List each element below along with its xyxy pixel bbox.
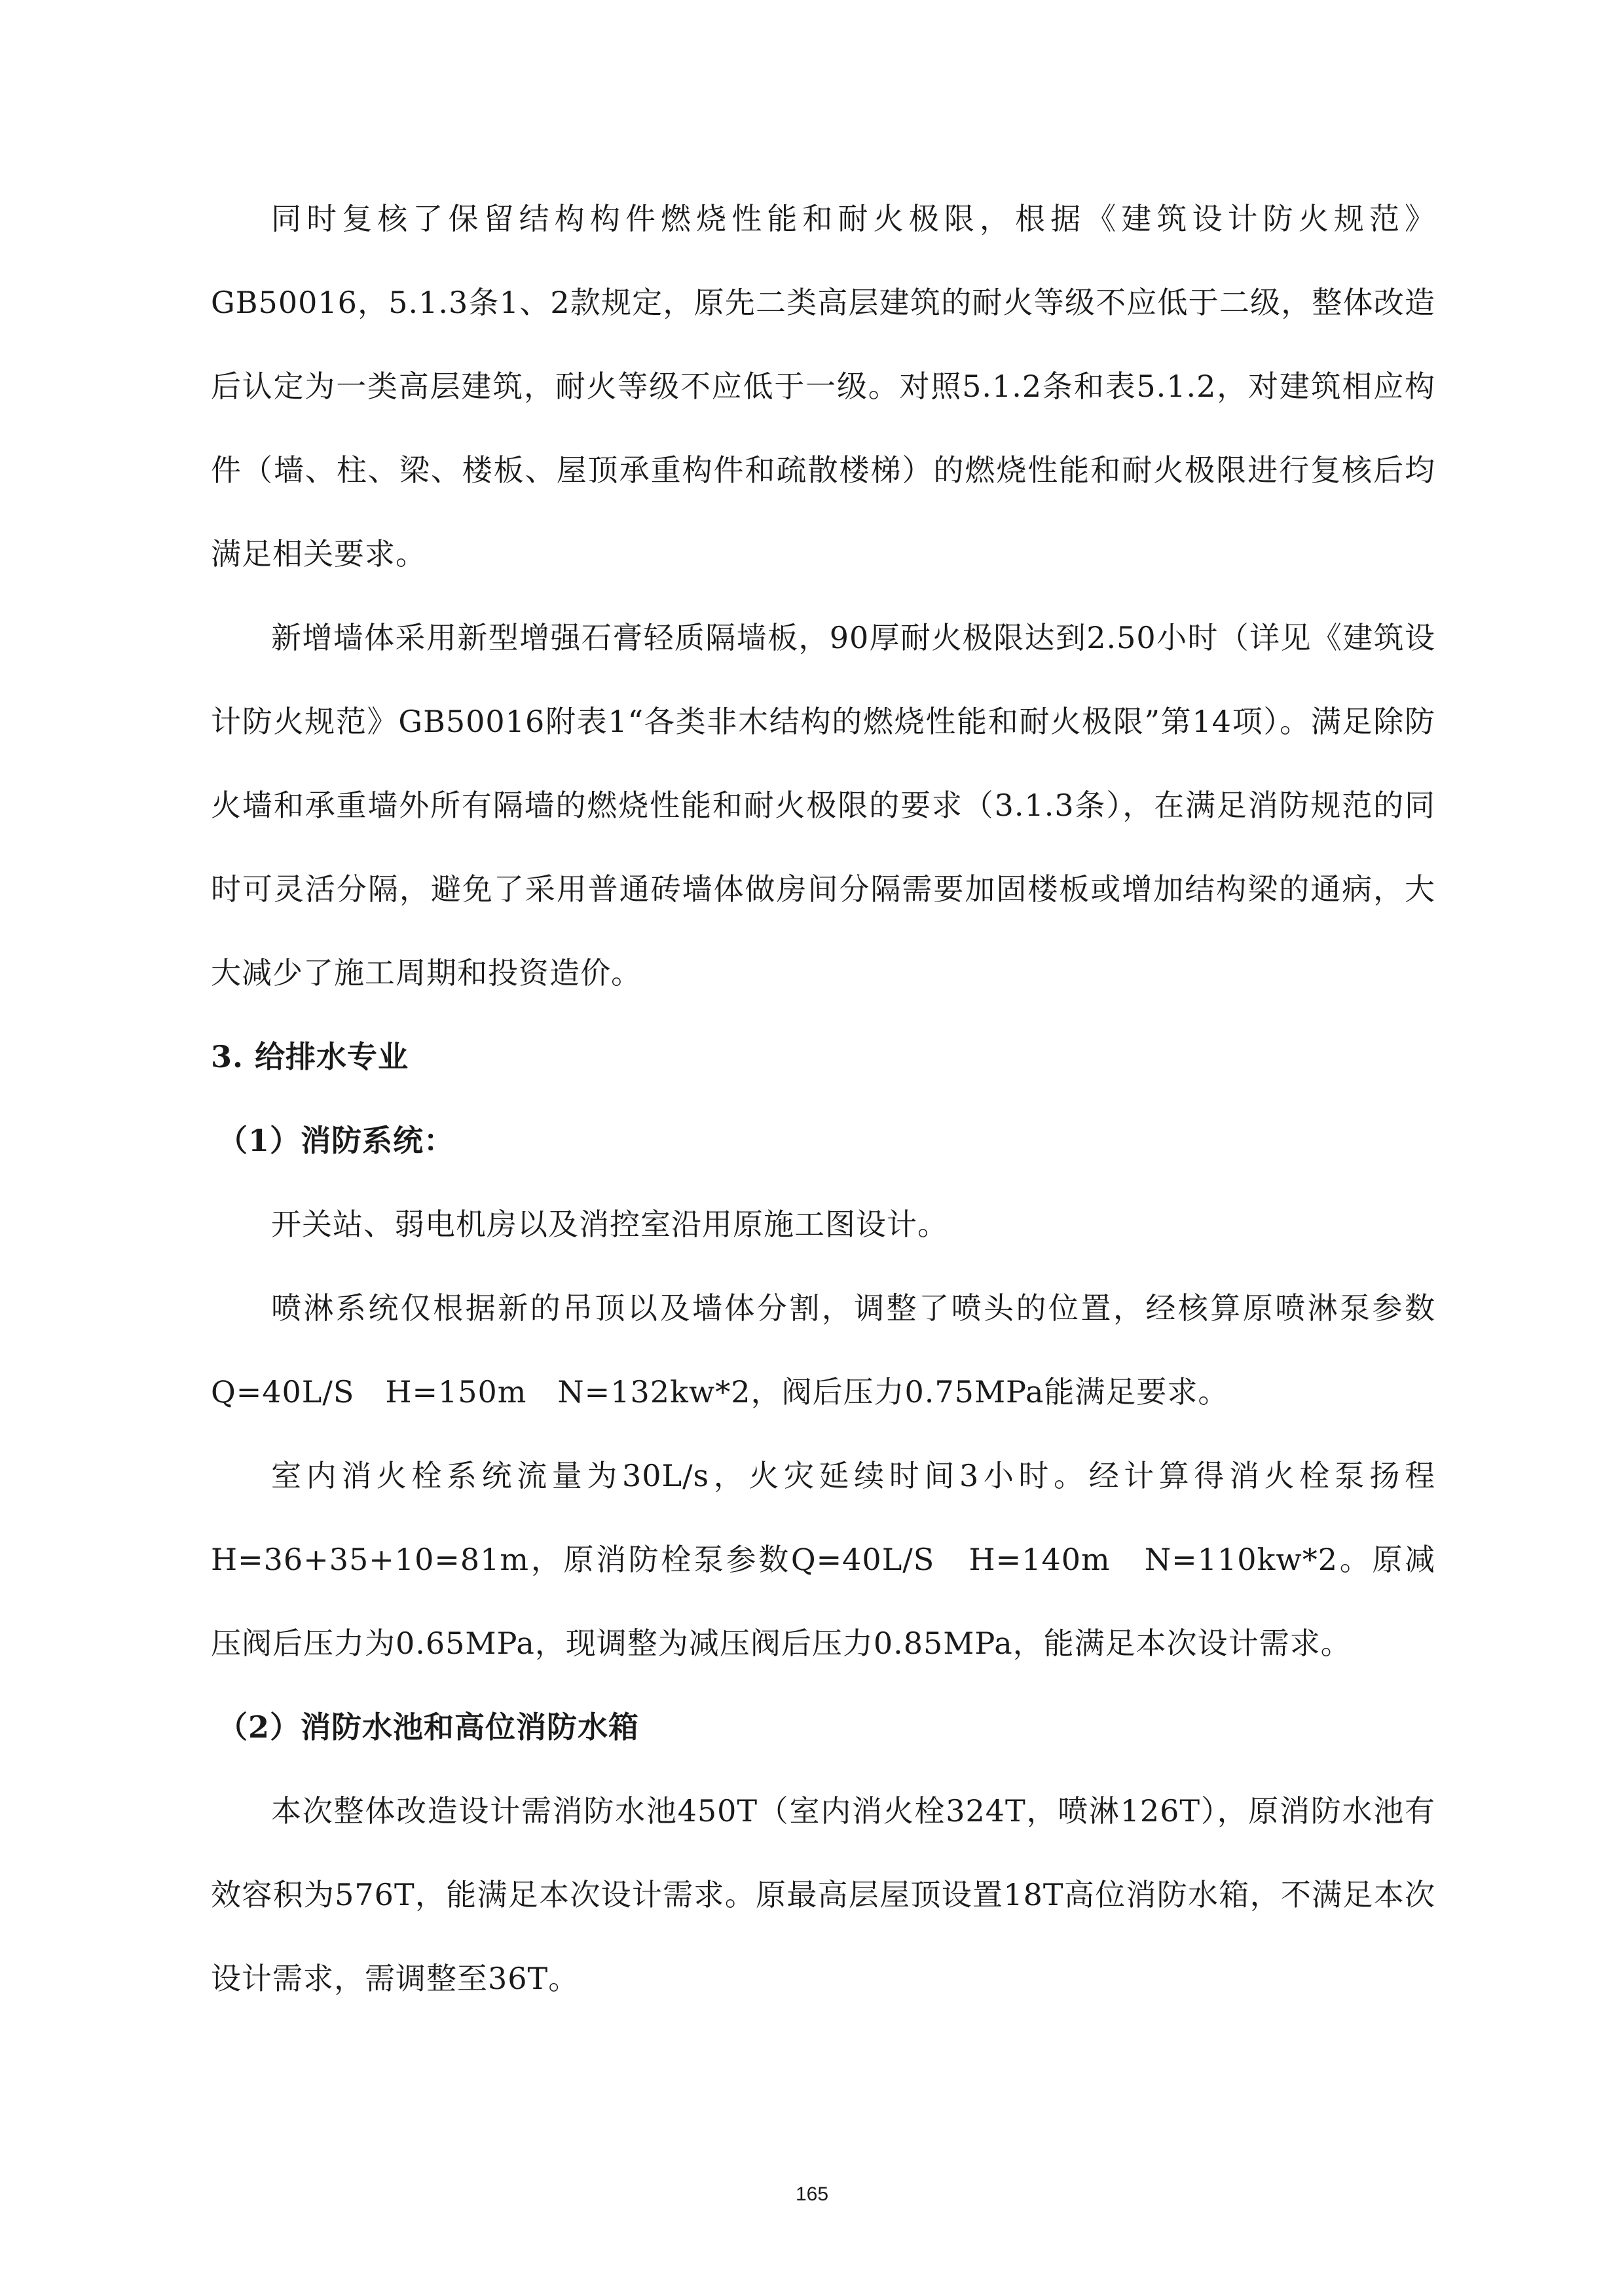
section-heading-water-supply: 3. 给排水专业 (211, 1039, 409, 1074)
paragraph-fire-pool-capacity: 本次整体改造设计需消防水池450T（室内消火栓324T，喷淋126T），原消防水池有效容积为576T，能满足本次设计需求。原最高层屋顶设置18T高位消防水箱，不满足本次设计需求，需调整至36T。 (211, 1793, 1435, 1996)
paragraph-sprinkler-system: 喷淋系统仅根据新的吊顶以及墙体分割，调整了喷头的位置，经核算原喷淋泵参数Q=40L/S H=150m N=132kw*2，阀后压力0.75MPa能满足要求。 (211, 1290, 1435, 1410)
paragraph-fire-resistance-review: 同时复核了保留结构构件燃烧性能和耐火极限，根据《建筑设计防火规范》GB50016，5.1.3条1、2款规定，原先二类高层建筑的耐火等级不应低于二级，整体改造后认定为一类高层建筑，耐火等级不应低于一级。对照5.1.2条和表5.1.2，对建筑相应构件（墙、柱、梁、楼板、屋顶承重构件和疏散楼梯）的燃烧性能和耐火极限进行复核后均满足相关要求。 (211, 201, 1435, 572)
subheading-fire-system: （1）消防系统： (217, 1123, 455, 1158)
paragraph-hydrant-system: 室内消火栓系统流量为30L/s，火灾延续时间3小时。经计算得消火栓泵扬程H=36+35+10=81m，原消防栓泵参数Q=40L/S H=140m N=110kw*2。原减压阀后压力为0.65MPa，现调整为减压阀后压力0.85MPa，能满足本次设计需求。 (211, 1458, 1435, 1661)
paragraph-partition-wall: 新增墙体采用新型增强石膏轻质隔墙板，90厚耐火极限达到2.50小时（详见《建筑设计防火规范》GB50016附表1“各类非木结构的燃烧性能和耐火极限”第14项）。满足除防火墙和承重墙外所有隔墙的燃烧性能和耐火极限的要求（3.1.3条），在满足消防规范的同时可灵活分隔，避免了采用普通砖墙体做房间分隔需要加固楼板或增加结构梁的通病，大大减少了施工周期和投资造价。 (211, 620, 1435, 991)
page-number: 165 (795, 2183, 829, 2205)
subheading-fire-pool-tank: （2）消防水池和高位消防水箱 (217, 1709, 640, 1745)
page-content (211, 177, 1435, 2020)
paragraph-switch-station: 开关站、弱电机房以及消控室沿用原施工图设计。 (271, 1207, 948, 1242)
